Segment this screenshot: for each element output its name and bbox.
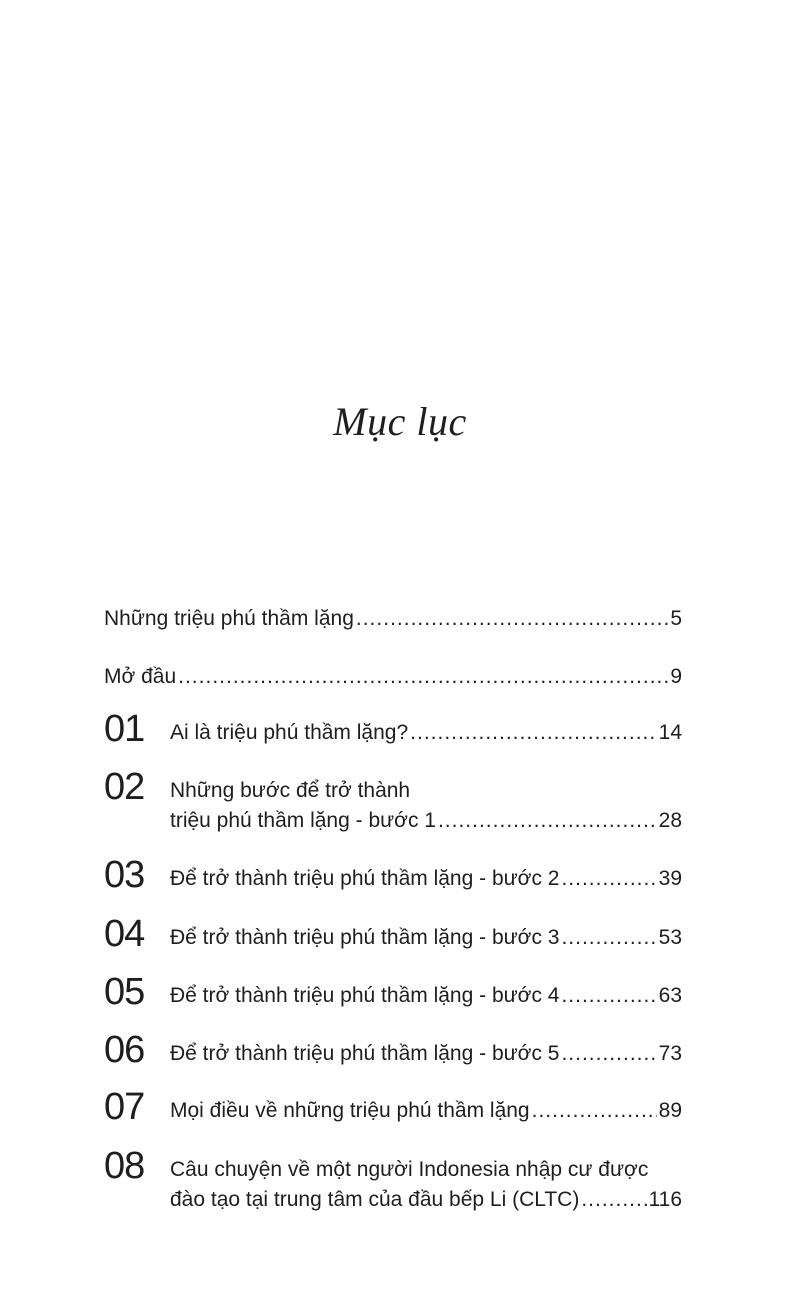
dot-leader xyxy=(561,1039,656,1069)
page-title: Mục lục xyxy=(333,399,467,444)
toc-line xyxy=(170,1185,682,1215)
toc-entry-chapter-02[interactable] xyxy=(104,766,682,836)
toc-entry-silent-millionaires[interactable] xyxy=(104,604,682,634)
toc-entry-chapter-03[interactable] xyxy=(104,854,682,896)
toc-entry-chapter-08[interactable] xyxy=(104,1145,682,1215)
toc-page-number: 5 xyxy=(670,607,682,630)
chapter-number: 08 xyxy=(104,1145,145,1187)
toc-entry-chapter-06[interactable] xyxy=(104,1029,682,1071)
toc-page-number: 39 xyxy=(658,867,682,890)
toc-line xyxy=(104,604,682,634)
dot-leader xyxy=(581,1185,646,1215)
toc-line xyxy=(170,1155,682,1185)
dot-leader xyxy=(561,923,656,953)
toc-line xyxy=(170,981,682,1011)
toc-page-number: 14 xyxy=(658,721,682,744)
chapter-number: 05 xyxy=(104,971,145,1013)
chapter-number: 06 xyxy=(104,1029,145,1071)
toc-line xyxy=(170,1096,682,1126)
toc-page-number: 63 xyxy=(658,984,682,1007)
dot-leader xyxy=(561,981,656,1011)
toc-line xyxy=(104,662,682,692)
toc-line xyxy=(170,806,682,836)
chapter-number: 02 xyxy=(104,766,145,808)
chapter-number: 01 xyxy=(104,708,145,750)
toc-page-number: 28 xyxy=(658,809,682,832)
chapter-number: 04 xyxy=(104,913,145,955)
dot-leader xyxy=(532,1096,657,1126)
dot-leader xyxy=(356,604,668,634)
toc-line xyxy=(170,776,682,806)
dot-leader xyxy=(410,718,656,748)
dot-leader xyxy=(561,864,656,894)
toc-entry-title: Ai là triệu phú thầm lặng? xyxy=(170,721,409,744)
toc-entry-introduction[interactable] xyxy=(104,662,682,692)
toc-page-number: 9 xyxy=(670,665,682,688)
toc-entry-title: Mở đầu xyxy=(104,665,177,688)
toc-page-number: 53 xyxy=(658,926,682,949)
toc-entry-chapter-04[interactable] xyxy=(104,913,682,955)
toc-entry-title: Để trở thành triệu phú thầm lặng - bước 3 xyxy=(170,926,560,949)
toc-page-number: 73 xyxy=(658,1042,682,1065)
toc-entry-chapter-01[interactable] xyxy=(104,708,682,750)
toc-line xyxy=(170,923,682,953)
toc-entry-title: Những triệu phú thầm lặng xyxy=(104,607,354,630)
toc-page-number: 89 xyxy=(658,1099,682,1122)
dot-leader xyxy=(438,806,657,836)
toc-entry-title: Mọi điều về những triệu phú thầm lặng xyxy=(170,1099,530,1122)
dot-leader xyxy=(178,662,668,692)
toc-entry-title-line-2: triệu phú thầm lặng - bước 1 xyxy=(170,809,436,832)
toc-entry-chapter-05[interactable] xyxy=(104,971,682,1013)
toc-entry-title: Để trở thành triệu phú thầm lặng - bước 5 xyxy=(170,1042,560,1065)
toc-line xyxy=(170,718,682,748)
chapter-number: 07 xyxy=(104,1086,145,1128)
toc-page-number: 116 xyxy=(648,1188,682,1211)
chapter-number: 03 xyxy=(104,854,145,896)
toc-entry-title: Để trở thành triệu phú thầm lặng - bước 4 xyxy=(170,984,560,1007)
toc-entry-title-line-1: Câu chuyện về một người Indonesia nhập cư được xyxy=(170,1158,649,1181)
toc-entry-title-line-2: đào tạo tại trung tâm của đầu bếp Li (CLTC) xyxy=(170,1188,580,1211)
toc-entry-title-line-1: Những bước để trở thành xyxy=(170,779,411,802)
toc-entry-title: Để trở thành triệu phú thầm lặng - bước 2 xyxy=(170,867,560,890)
toc-line xyxy=(170,864,682,894)
toc-entry-chapter-07[interactable] xyxy=(104,1086,682,1128)
toc-line xyxy=(170,1039,682,1069)
